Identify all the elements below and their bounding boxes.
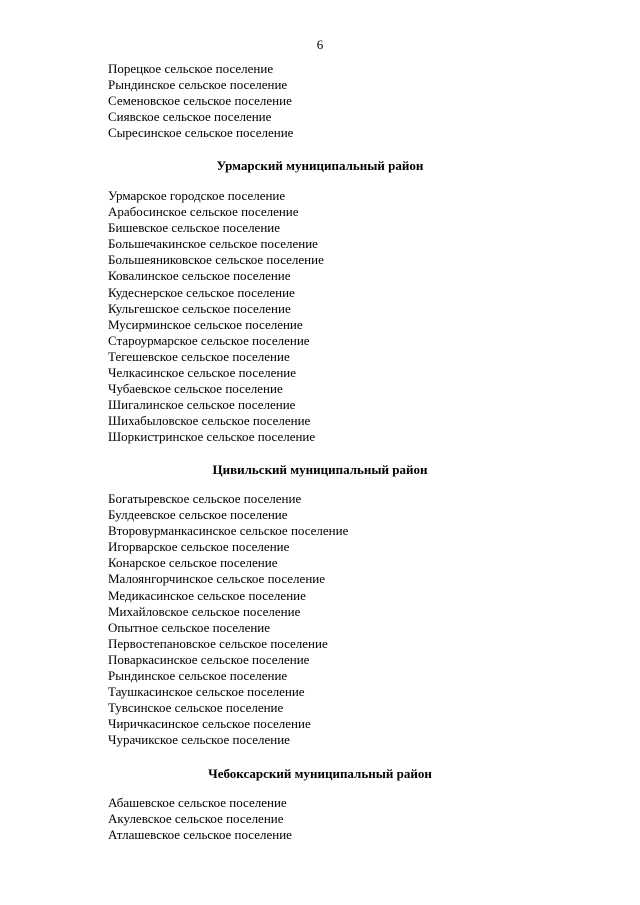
list-item: Чурачикское сельское поселение [108,732,290,748]
list-item: Сыресинское сельское поселение [108,125,294,141]
list-item: Малоянгорчинское сельское поселение [108,571,326,587]
list-item: Кудеснерское сельское поселение [108,284,295,300]
list-item: Арабосинское сельское поселение [108,204,299,220]
list-item: Медикасинское сельское поселение [108,587,306,603]
list-item: Опытное сельское поселение [108,619,271,635]
list-item: Бишевское сельское поселение [108,220,281,236]
list-item: Абашевское сельское поселение [108,795,287,810]
settlement-list-urmarsky [108,188,324,446]
section-heading-cheboksarsky: Чебоксарский муниципальный район [208,766,432,781]
list-item: Староурмарское сельское поселение [108,332,310,348]
list-item: Атлашевское сельское поселение [108,827,292,843]
list-item: Второвурманкасинское сельское поселение [108,523,349,539]
list-item: Семеновское сельское поселение [108,93,292,109]
list-item: Таушкасинское сельское поселение [108,684,305,700]
list-item: Шихабыловское сельское поселение [108,413,311,429]
list-item: Ковалинское сельское поселение [108,268,291,284]
settlement-list-continued [108,61,293,141]
list-item: Рындинское сельское поселение [108,668,288,684]
list-item: Акулевское сельское поселение [108,811,284,827]
list-item: Сиявское сельское поселение [108,109,272,125]
list-item: Михайловское сельское поселение [108,603,301,619]
list-item: Челкасинское сельское поселение [108,365,297,381]
list-item: Шигалинское сельское поселение [108,397,296,413]
list-item: Конарское сельское поселение [108,555,278,571]
settlement-list-cheboksarsky [108,795,292,843]
list-item: Булдеевское сельское поселение [108,507,288,523]
list-item: Богатыревское сельское поселение [108,491,302,506]
list-item: Порецкое сельское поселение [108,61,274,76]
list-item: Первостепановское сельское поселение [108,635,328,651]
list-item: Большечакинское сельское поселение [108,236,318,252]
page-number: 6 [316,37,324,52]
list-item: Тегешевское сельское поселение [108,348,290,364]
list-item: Рындинское сельское поселение [108,77,288,93]
list-item: Мусирминское сельское поселение [108,316,303,332]
list-item: Поваркасинское сельское поселение [108,651,310,667]
list-item: Большеяниковское сельское поселение [108,252,324,268]
list-item: Игорварское сельское поселение [108,539,290,555]
list-item: Шоркистринское сельское поселение [108,429,316,445]
section-heading-urmarsky: Урмарский муниципальный район [216,158,424,173]
list-item: Чубаевское сельское поселение [108,381,283,397]
list-item: Урмарское городское поселение [108,188,286,203]
list-item: Тувсинское сельское поселение [108,700,284,716]
list-item: Чиричкасинское сельское поселение [108,716,311,732]
section-heading-tsivilsky: Цивильский муниципальный район [212,462,428,477]
settlement-list-tsivilsky [108,491,348,749]
list-item: Кульгешское сельское поселение [108,300,291,316]
